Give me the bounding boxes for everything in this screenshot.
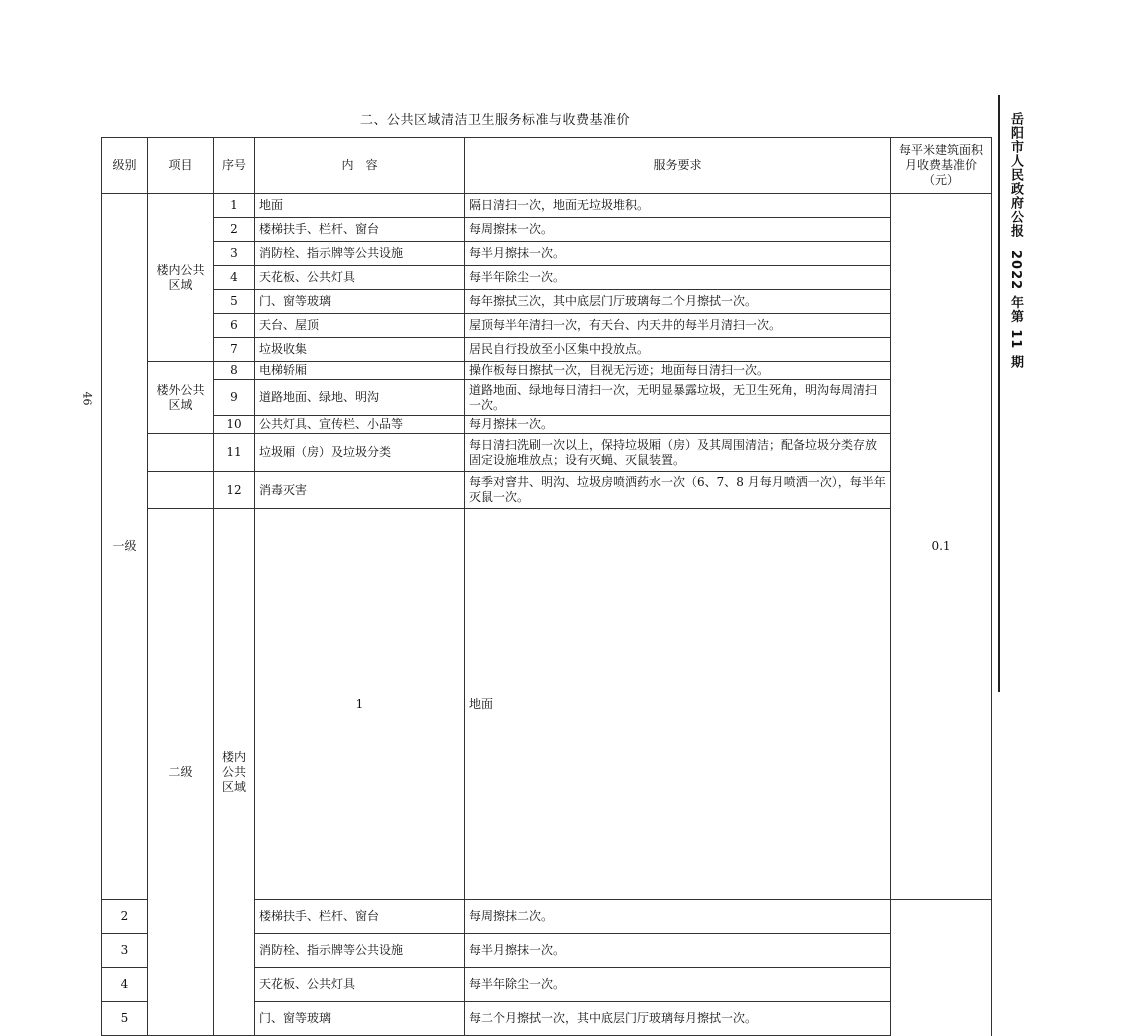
seq-cell: 11 [214, 434, 255, 472]
table-row [102, 472, 992, 509]
content-cell: 消防栓、指示牌等公共设施 [255, 242, 465, 266]
table-row [102, 290, 992, 314]
seq-cell: 8 [214, 362, 255, 380]
seq-cell: 1 [255, 509, 465, 900]
item-cell-empty [148, 434, 214, 472]
table-row [102, 314, 992, 338]
journal-header [1006, 112, 1025, 369]
margin-rule [998, 95, 1000, 692]
table-row [102, 266, 992, 290]
seq-cell: 9 [214, 380, 255, 416]
requirement-cell: 道路地面、绿地每日清扫一次，无明显暴露垃圾，无卫生死角，明沟每周清扫一次。 [465, 380, 891, 416]
content-cell: 道路地面、绿地、明沟 [255, 380, 465, 416]
seq-cell: 6 [214, 314, 255, 338]
table-row [102, 338, 992, 362]
seq-cell: 5 [214, 290, 255, 314]
seq-cell: 5 [102, 1002, 148, 1036]
requirement-cell: 每半年除尘一次。 [465, 968, 891, 1002]
table-row [102, 434, 992, 472]
seq-cell: 2 [214, 218, 255, 242]
content-cell: 天花板、公共灯具 [255, 968, 465, 1002]
content-cell: 垃圾厢（房）及垃圾分类 [255, 434, 465, 472]
content-cell: 天台、屋顶 [255, 314, 465, 338]
content-cell: 消防栓、指示牌等公共设施 [255, 934, 465, 968]
requirement-cell: 每半月擦抹一次。 [465, 934, 891, 968]
table-row [102, 242, 992, 266]
item-cell: 楼内公共区域 [214, 509, 255, 1036]
item-cell: 楼内公共区域 [148, 194, 214, 362]
table-row [102, 380, 992, 416]
requirement-cell: 每周擦抹一次。 [465, 218, 891, 242]
seq-cell: 1 [214, 194, 255, 218]
content-cell: 门、窗等玻璃 [255, 1002, 465, 1036]
content-cell: 消毒灭害 [255, 472, 465, 509]
requirement-cell: 每周擦抹二次。 [465, 900, 891, 934]
page-number: 46 [80, 391, 94, 406]
content-cell: 地面 [255, 194, 465, 218]
table-row [102, 416, 992, 434]
table-row [102, 218, 992, 242]
page-title: 二、公共区域清洁卫生服务标准与收费基准价 [359, 113, 630, 128]
header-requirement: 服务要求 [465, 138, 891, 194]
requirement-cell: 每二个月擦拭一次，其中底层门厅玻璃每月擦拭一次。 [465, 1002, 891, 1036]
content-cell: 地面 [465, 509, 891, 900]
content-cell: 楼梯扶手、栏杆、窗台 [255, 218, 465, 242]
seq-cell: 7 [214, 338, 255, 362]
content-cell: 电梯轿厢 [255, 362, 465, 380]
seq-cell: 4 [214, 266, 255, 290]
requirement-cell: 屋顶每半年清扫一次，有天台、内天井的每半月清扫一次。 [465, 314, 891, 338]
content-cell: 楼梯扶手、栏杆、窗台 [255, 900, 465, 934]
requirement-cell: 操作板每日擦拭一次，目视无污迹；地面每日清扫一次。 [465, 362, 891, 380]
requirement-cell: 每日清扫洗刷一次以上，保持垃圾厢（房）及其周围清洁；配备垃圾分类存放固定设施堆放点；设有灭蝇、灭鼠装置。 [465, 434, 891, 472]
seq-cell: 3 [214, 242, 255, 266]
requirement-cell: 每半年除尘一次。 [465, 266, 891, 290]
table-row [102, 362, 992, 380]
level-cell: 二级 [148, 509, 214, 1036]
journal-name: 岳阳市人民政府公报 [1008, 112, 1023, 238]
requirement-cell: 居民自行投放至小区集中投放点。 [465, 338, 891, 362]
content-cell: 垃圾收集 [255, 338, 465, 362]
header-item: 项目 [148, 138, 214, 194]
content-cell: 公共灯具、宣传栏、小品等 [255, 416, 465, 434]
journal-issue: 2022 年第 11 期 [1008, 250, 1023, 369]
item-cell: 楼外公共区域 [148, 362, 214, 434]
seq-cell: 4 [102, 968, 148, 1002]
item-cell-empty [148, 472, 214, 509]
requirement-cell: 每季对窨井、明沟、垃圾房喷洒药水一次（6、7、8 月每月喷洒一次），每半年灭鼠一次。 [465, 472, 891, 509]
seq-cell: 12 [214, 472, 255, 509]
content-cell: 天花板、公共灯具 [255, 266, 465, 290]
content-cell: 门、窗等玻璃 [255, 290, 465, 314]
header-price: 每平米建筑面积月收费基准价（元） [891, 138, 992, 194]
requirement-cell: 每半月擦抹一次。 [465, 242, 891, 266]
table-header-row [102, 138, 992, 194]
header-seq: 序号 [214, 138, 255, 194]
header-level: 级别 [102, 138, 148, 194]
seq-cell: 3 [102, 934, 148, 968]
header-content: 内 容 [255, 138, 465, 194]
level-cell: 一级 [102, 194, 148, 900]
requirement-cell: 每年擦拭三次，其中底层门厅玻璃每二个月擦拭一次。 [465, 290, 891, 314]
price-cell: 0.1 [891, 194, 992, 900]
seq-cell: 10 [214, 416, 255, 434]
table-row [102, 509, 992, 900]
requirement-cell: 每月擦抹一次。 [465, 416, 891, 434]
seq-cell: 2 [102, 900, 148, 934]
service-standard-table [101, 137, 992, 1036]
requirement-cell: 隔日清扫一次，地面无垃圾堆积。 [465, 194, 891, 218]
table-row [102, 194, 992, 218]
